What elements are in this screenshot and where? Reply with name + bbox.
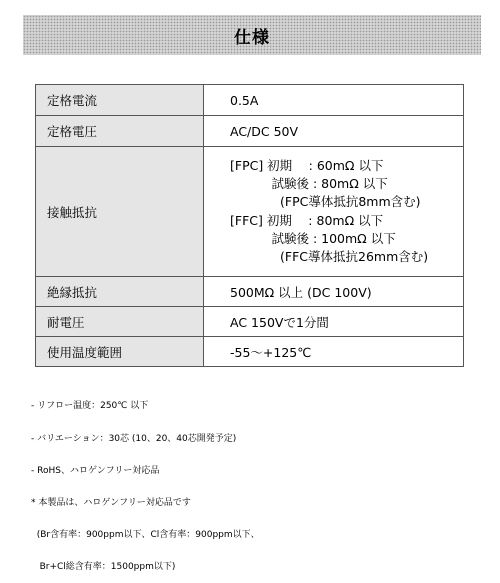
note-line: - RoHS、ハロゲンフリー対応品 (31, 465, 160, 476)
rated-current-value: 0.5A (204, 85, 464, 116)
rated-voltage-label: 定格電圧 (36, 116, 204, 147)
note-line: Br+Cl総含有率：1500ppm以下) (31, 561, 176, 572)
contact-resistance-line: 試験後 : 80mΩ 以下 (230, 175, 388, 191)
contact-resistance-line: [FPC] 初期 : 60mΩ 以下 (230, 157, 384, 173)
withstand-voltage-label: 耐電圧 (36, 307, 204, 337)
rated-voltage-value: AC/DC 50V (204, 116, 464, 147)
table-row (36, 85, 464, 116)
contact-resistance-line: [FFC] 初期 : 80mΩ 以下 (230, 212, 384, 228)
insulation-resistance-label: 絶縁抵抗 (36, 277, 204, 307)
contact-resistance-label: 接触抵抗 (36, 147, 204, 277)
note-line: * 本製品は、ハロゲンフリー対応品です (31, 497, 191, 508)
contact-resistance-line: (FFC導体抵抗26mm含む) (230, 249, 429, 265)
operating-temperature-label: 使用温度範囲 (36, 337, 204, 367)
spec-header-banner (23, 15, 481, 55)
note-line: (Br含有率：900ppm以下、Cl含有率：900ppm以下、 (31, 529, 260, 540)
note-line: - リフロー温度：250℃ 以下 (31, 401, 149, 412)
table-row (36, 116, 464, 147)
operating-temperature-value: -55～+125℃ (204, 337, 464, 367)
contact-resistance-line: (FPC導体抵抗8mm含む) (230, 194, 421, 210)
rated-current-label: 定格電流 (36, 85, 204, 116)
table-row (36, 337, 464, 367)
notes (31, 380, 260, 583)
note-line: - バリエーション：30芯 (10、20、40芯開発予定) (31, 433, 237, 444)
contact-resistance-line: 試験後 : 100mΩ 以下 (230, 230, 396, 246)
withstand-voltage-value: AC 150Vで1分間 (204, 307, 464, 337)
insulation-resistance-value: 500MΩ 以上 (DC 100V) (204, 277, 464, 307)
table-row (36, 277, 464, 307)
table-row (36, 307, 464, 337)
page-title: 仕様 (234, 27, 270, 48)
spec-table (35, 84, 464, 367)
table-row (36, 147, 464, 277)
contact-resistance-value (204, 147, 464, 277)
